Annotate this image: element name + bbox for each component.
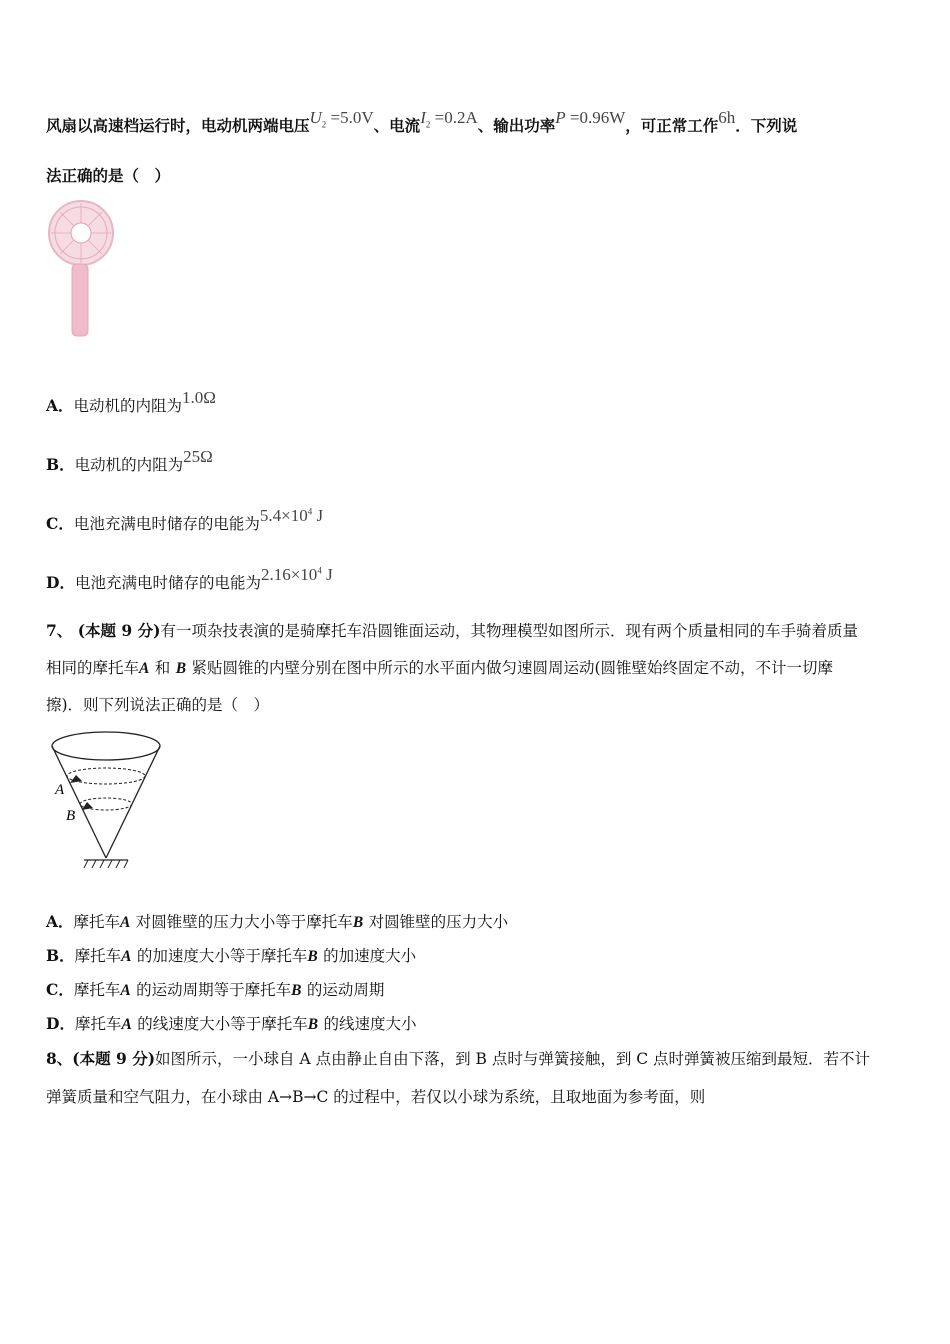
q7-option-d[interactable]: D．摩托车A 的线速度大小等于摩托车B 的线速度大小 <box>46 1014 417 1033</box>
q7-stem-line3: 擦)．则下列说法正确的是（ ） <box>46 696 270 714</box>
q7-option-b[interactable]: B．摩托车A 的加速度大小等于摩托车B 的加速度大小 <box>46 946 417 965</box>
q8-stem-line2: 弹簧质量和空气阻力，在小球由 A→B→C 的过程中，若仅以小球为系统，且取地面为参考面，则 <box>46 1088 706 1106</box>
q7-option-c[interactable]: C．摩托车A 的运动周期等于摩托车B 的运动周期 <box>46 980 385 999</box>
q6-sep3: ，可正常工作 <box>625 116 719 135</box>
cone-label-b: B <box>66 808 76 824</box>
q7-stem-line1: 7、 (本题 9 分)有一项杂技表演的是骑摩托车沿圆锥面运动，其物理模型如图所示．现有两个质量相同的车手骑着质量 <box>46 621 858 640</box>
cone-label-a: A <box>55 782 65 798</box>
q6-stem-b: ．下列说 <box>735 116 798 135</box>
q6-stem-line2: 法正确的是（ ） <box>46 166 171 185</box>
q6-option-a[interactable]: A．电动机的内阻为1.0Ω <box>46 388 216 415</box>
q6-option-c[interactable]: C．电池充满电时储存的电能为$5.4\times 10^4$ J <box>46 506 324 533</box>
q6-stem-line1 <box>46 108 798 137</box>
cone-diagram <box>46 728 166 873</box>
handheld-fan-image <box>46 198 126 340</box>
q6-voltage: $U_2 =5.0V$ <box>309 108 374 130</box>
q6-current: $I_2 =0.2A$ <box>420 108 478 130</box>
q8-stem-line1: 8、(本题 9 分)如图所示，一小球自 A 点由静止自由下落，到 B 点时与弹簧接触，到 C 点时弹簧被压缩到最短．若不计 <box>46 1049 871 1068</box>
q6-option-d[interactable]: D．电池充满电时储存的电能为$2.16\times 10^4$ J <box>46 565 333 592</box>
q6-time: 6h <box>718 108 736 127</box>
q7-stem-line2: 相同的摩托车A 和 B 紧贴圆锥的内壁分别在图中所示的水平面内做匀速圆周运动(圆锥壁始终固定不动，不计一切摩 <box>46 659 833 677</box>
q7-option-a[interactable]: A．摩托车A 对圆锥壁的压力大小等于摩托车B 对圆锥壁的压力大小 <box>46 912 509 931</box>
q6-stem-a: 风扇以高速档运行时，电动机两端电压 <box>46 116 310 135</box>
q6-option-b[interactable]: B．电动机的内阻为25Ω <box>46 447 213 474</box>
q6-power: P =0.96W <box>555 108 626 127</box>
q6-sep1: 、电流 <box>373 116 421 135</box>
q6-sep2: 、输出功率 <box>477 116 556 135</box>
